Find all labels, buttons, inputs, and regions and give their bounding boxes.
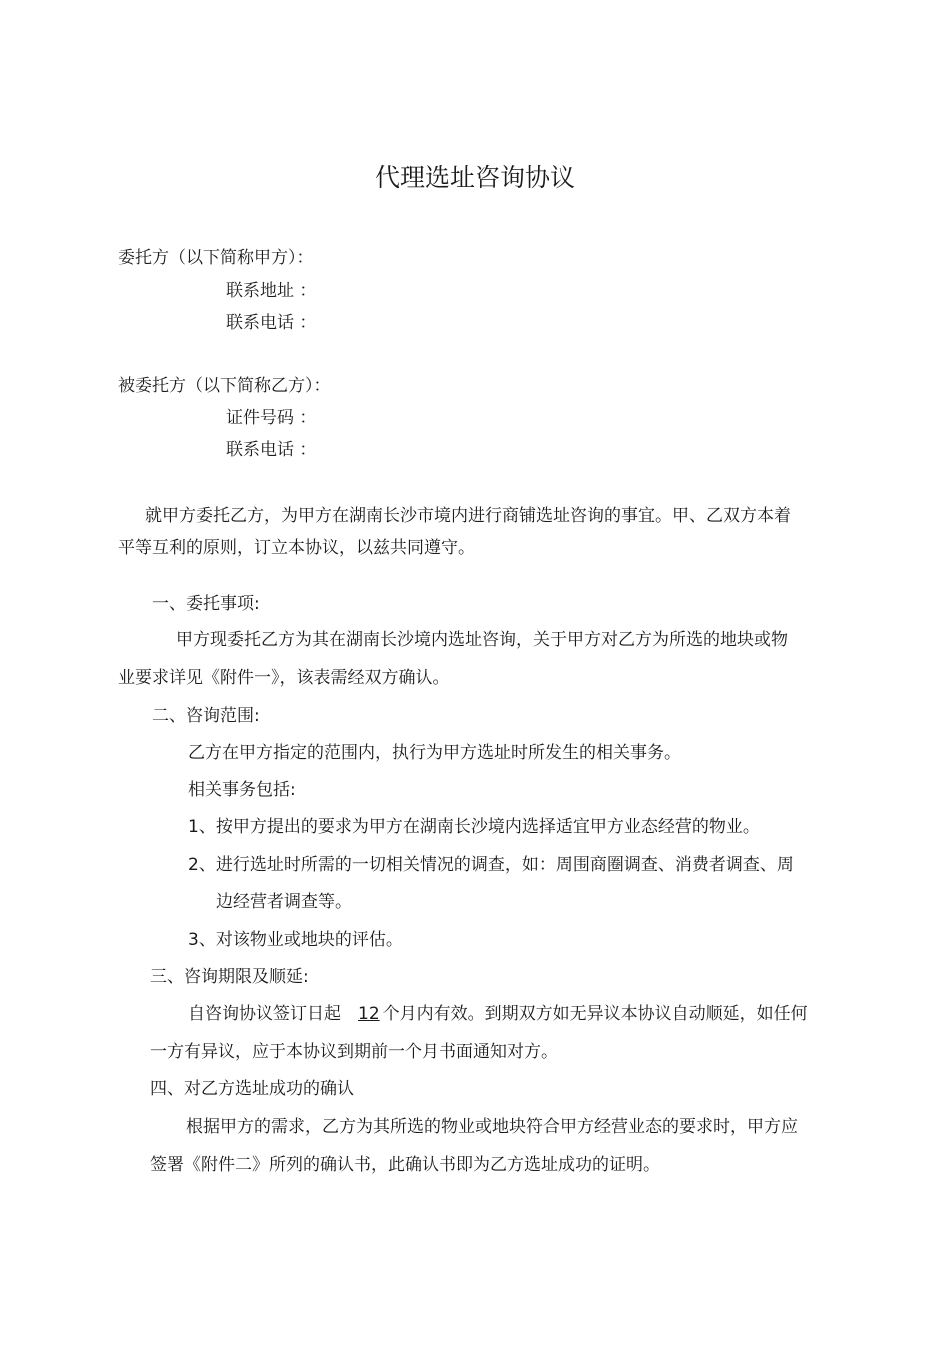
section-2-item-2: 2、进行选址时所需的一切相关情况的调查，如：周围商圈调查、消费者调查、周 bbox=[188, 855, 794, 875]
party-b-label: 被委托方（以下简称乙方）： bbox=[118, 376, 331, 396]
party-b-phone-label: 联系电话 ： bbox=[226, 440, 317, 460]
section-4-heading: 四、对乙方选址成功的确认 bbox=[150, 1079, 354, 1099]
section-3-line-1-pre: 自咨询协议签订日起 bbox=[188, 1004, 341, 1024]
section-3-line-1 bbox=[188, 1003, 808, 1025]
section-4-line-1: 根据甲方的需求，乙方为其所选的物业或地块符合甲方经营业态的要求时，甲方应 bbox=[186, 1117, 798, 1137]
section-3-line-1-post: 个月内有效。到期双方如无异议本协议自动顺延，如任何 bbox=[382, 1004, 808, 1024]
section-1-line-2: 业要求详见《附件一》，该表需经双方确认。 bbox=[118, 668, 450, 688]
section-2-heading: 二、咨询范围: bbox=[152, 706, 260, 726]
section-2-line-1: 乙方在甲方指定的范围内，执行为甲方选址时所发生的相关事务。 bbox=[188, 743, 681, 763]
section-2-item-1: 1、按甲方提出的要求为甲方在湖南长沙境内选择适宜甲方业态经营的物业。 bbox=[188, 817, 760, 837]
party-b-id-label: 证件号码 ： bbox=[226, 408, 317, 428]
months-value: 12 bbox=[358, 1004, 380, 1024]
section-1-line-1: 甲方现委托乙方为其在湖南长沙境内选址咨询，关于甲方对乙方为所选的地块或物 bbox=[176, 630, 788, 650]
party-a-phone-label: 联系电话 ： bbox=[226, 313, 317, 333]
section-2-item-3: 3、对该物业或地块的评估。 bbox=[188, 930, 403, 950]
party-a-label: 委托方（以下简称甲方）： bbox=[118, 248, 314, 268]
section-2-item-2-cont: 边经营者调查等。 bbox=[216, 892, 352, 912]
section-4-line-2: 签署《附件二》所列的确认书，此确认书即为乙方选址成功的证明。 bbox=[150, 1155, 660, 1175]
section-1-heading: 一、委托事项: bbox=[152, 594, 260, 614]
intro-line-1: 就甲方委托乙方，为甲方在湖南长沙市境内进行商铺选址咨询的事宜。甲、乙双方本着 bbox=[145, 506, 791, 526]
intro-line-2: 平等互利的原则，订立本协议，以兹共同遵守。 bbox=[118, 538, 475, 558]
section-2-line-2: 相关事务包括: bbox=[188, 780, 296, 800]
section-3-heading: 三、咨询期限及顺延: bbox=[150, 967, 309, 987]
section-3-line-2: 一方有异议，应于本协议到期前一个月书面通知对方。 bbox=[150, 1042, 558, 1062]
party-a-address-label: 联系地址 ： bbox=[226, 281, 317, 301]
document-title: 代理选址咨询协议 bbox=[374, 163, 575, 192]
